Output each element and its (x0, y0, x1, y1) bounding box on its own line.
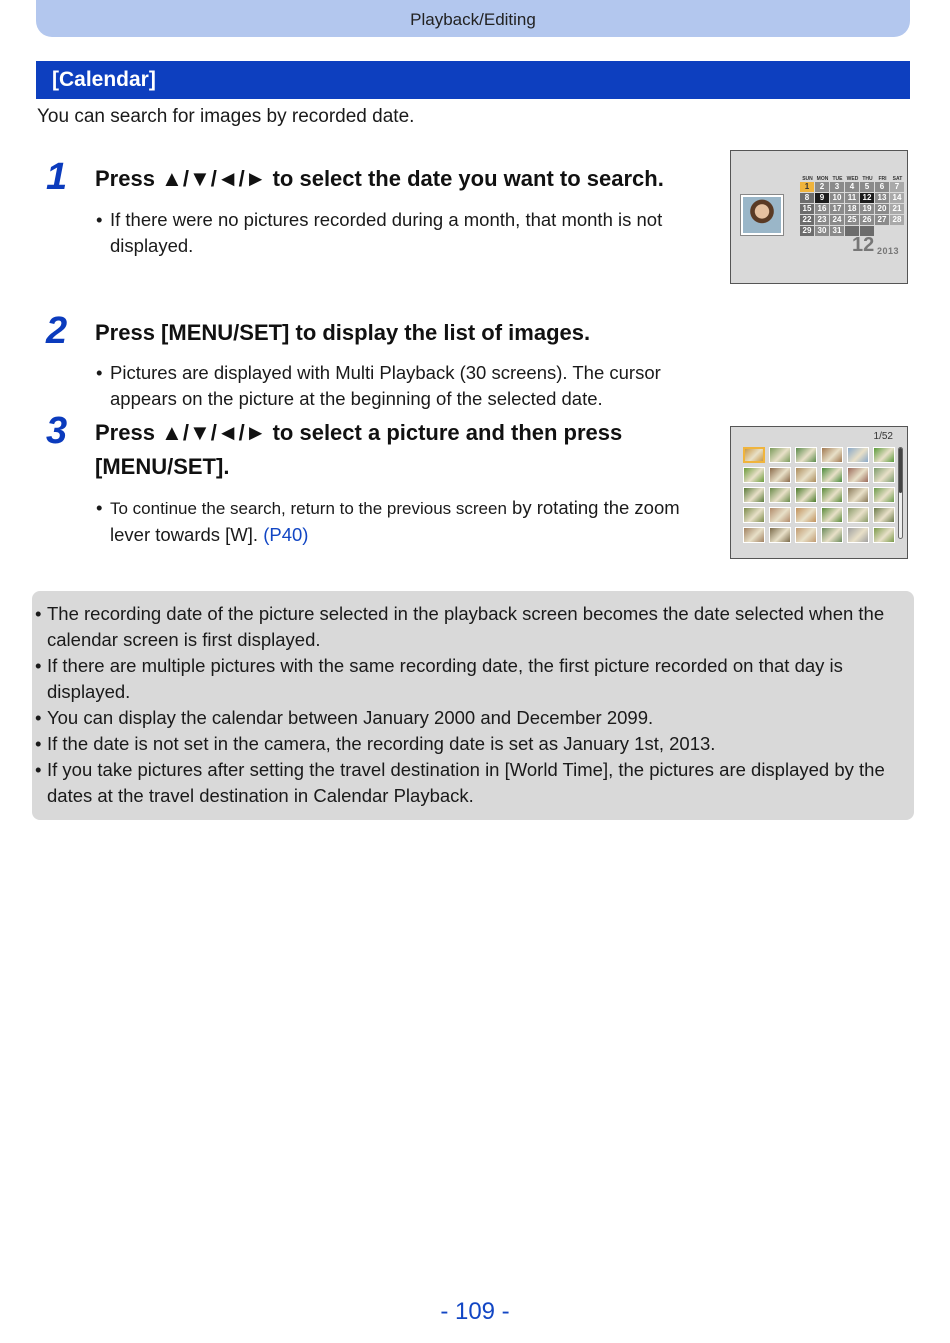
calendar-weekday: SUN (802, 176, 813, 182)
calendar-weekday: TUE (832, 176, 843, 182)
step-1-bullet: • If there were no pictures recorded during a month, that month is not displayed. (96, 209, 663, 256)
thumbnail[interactable] (795, 467, 817, 483)
calendar-day[interactable]: 11 (845, 193, 859, 203)
calendar-day[interactable]: 19 (860, 204, 874, 214)
note-item: • The recording date of the picture selected in the playback screen becomes the date selected when the calendar screen is first displayed. (35, 601, 904, 653)
calendar-day[interactable]: 10 (830, 193, 844, 203)
calendar-day-blank (875, 226, 889, 236)
step-1-title: Press ▲/▼/◄/► to select the date you want to search. (95, 166, 664, 191)
calendar-day[interactable]: 31 (830, 226, 844, 236)
thumbnail[interactable] (847, 467, 869, 483)
page-number: - 109 - (440, 1298, 510, 1325)
calendar-day-blank (890, 226, 904, 236)
thumbnail[interactable] (847, 527, 869, 543)
scrollbar-knob (899, 448, 902, 493)
scrollbar (898, 447, 903, 539)
thumbnail[interactable] (795, 487, 817, 503)
calendar-day[interactable]: 14 (890, 193, 904, 203)
calendar-day[interactable]: 8 (800, 193, 814, 203)
calendar-day[interactable]: 5 (860, 182, 874, 192)
step-3-bullet: • To continue the search, return to the previous screen by rotating the zoom lever towards [W]. (P40) (96, 497, 680, 545)
calendar-day[interactable]: 12 (860, 193, 874, 203)
calendar-day[interactable]: 22 (800, 215, 814, 225)
calendar-day[interactable]: 15 (800, 204, 814, 214)
calendar-preview-photo (740, 194, 784, 236)
thumbnail[interactable] (821, 507, 843, 523)
thumbnail[interactable] (769, 447, 791, 463)
calendar-weekday: THU (862, 176, 873, 182)
thumbnail[interactable] (847, 487, 869, 503)
section-header-tab: Playback/Editing (36, 0, 910, 37)
calendar-day[interactable]: 30 (815, 226, 829, 236)
step-3-title-line1: Press ▲/▼/◄/► to select a picture and then press (95, 420, 623, 445)
calendar-weekday: MON (816, 176, 829, 182)
calendar-day[interactable]: 1 (800, 182, 814, 192)
calendar-day[interactable]: 26 (860, 215, 874, 225)
calendar-day[interactable]: 18 (845, 204, 859, 214)
thumbnail[interactable] (873, 527, 895, 543)
calendar-weekday: SAT (892, 176, 903, 182)
thumbnail[interactable] (743, 527, 765, 543)
thumbnail[interactable] (821, 487, 843, 503)
calendar-day[interactable]: 24 (830, 215, 844, 225)
step-2-number: 2 (46, 310, 68, 352)
thumbnail[interactable] (821, 467, 843, 483)
calendar-day[interactable]: 20 (875, 204, 889, 214)
step-2-title: Press [MENU/SET] to display the list of images. (95, 320, 591, 345)
thumbnail[interactable] (769, 527, 791, 543)
calendar-day[interactable]: 6 (875, 182, 889, 192)
thumbnail[interactable] (795, 527, 817, 543)
thumbnail[interactable] (743, 507, 765, 523)
thumbnail[interactable] (795, 507, 817, 523)
note-item: • If there are multiple pictures with the same recording date, the first picture recorded on that day is displayed. (35, 653, 904, 705)
thumbnail[interactable] (873, 507, 895, 523)
calendar-day[interactable]: 9 (815, 193, 829, 203)
thumbnail[interactable] (847, 507, 869, 523)
thumbnail[interactable] (743, 487, 765, 503)
calendar-weekday: WED (846, 176, 859, 182)
step-3-number: 3 (46, 410, 68, 452)
calendar-day[interactable]: 4 (845, 182, 859, 192)
calendar-year: 2013 (877, 246, 900, 256)
page-link-p40[interactable]: (P40) (263, 524, 309, 545)
calendar-screen-illustration (730, 150, 908, 284)
calendar-day[interactable]: 21 (890, 204, 904, 214)
thumbnail[interactable] (873, 467, 895, 483)
page-title: [Calendar] (36, 61, 910, 99)
thumbnail[interactable] (847, 447, 869, 463)
step-1-number: 1 (46, 156, 68, 198)
thumbnail-grid (743, 447, 895, 543)
calendar-day[interactable]: 23 (815, 215, 829, 225)
thumbnail[interactable] (821, 527, 843, 543)
calendar-day[interactable]: 3 (830, 182, 844, 192)
image-counter: 1/52 (873, 431, 893, 442)
intro-text: You can search for images by recorded date. (37, 106, 415, 127)
calendar-day[interactable]: 29 (800, 226, 814, 236)
note-item: • You can display the calendar between January 2000 and December 2099. (35, 705, 904, 731)
thumbnail[interactable] (873, 447, 895, 463)
calendar-day[interactable]: 27 (875, 215, 889, 225)
calendar-day[interactable]: 28 (890, 215, 904, 225)
thumbnail[interactable] (821, 447, 843, 463)
notes-box (32, 591, 914, 820)
note-item: • If you take pictures after setting the travel destination in [World Time], the pictures are displayed by the dates at the travel destination in Calendar Playback. (35, 757, 904, 809)
note-item: • If the date is not set in the camera, the recording date is set as January 1st, 2013. (35, 731, 904, 757)
calendar-day-grid (800, 182, 904, 236)
thumbnail[interactable] (769, 487, 791, 503)
thumbnail[interactable] (743, 467, 765, 483)
step-3-title-line2: [MENU/SET]. (95, 454, 230, 479)
calendar-day[interactable]: 25 (845, 215, 859, 225)
thumbnail[interactable] (873, 487, 895, 503)
calendar-weekday: FRI (878, 176, 887, 182)
calendar-day[interactable]: 16 (815, 204, 829, 214)
thumbnail[interactable] (743, 447, 765, 463)
calendar-day[interactable]: 13 (875, 193, 889, 203)
step-2-bullet: • Pictures are displayed with Multi Playback (30 screens). The cursor appears on the picture at the beginning of the selected date. (96, 362, 661, 409)
calendar-day[interactable]: 2 (815, 182, 829, 192)
calendar-day[interactable]: 7 (890, 182, 904, 192)
multi-playback-screen-illustration (730, 426, 908, 559)
calendar-month: 12 (852, 234, 875, 256)
thumbnail[interactable] (795, 447, 817, 463)
thumbnail[interactable] (769, 507, 791, 523)
thumbnail[interactable] (769, 467, 791, 483)
calendar-day[interactable]: 17 (830, 204, 844, 214)
